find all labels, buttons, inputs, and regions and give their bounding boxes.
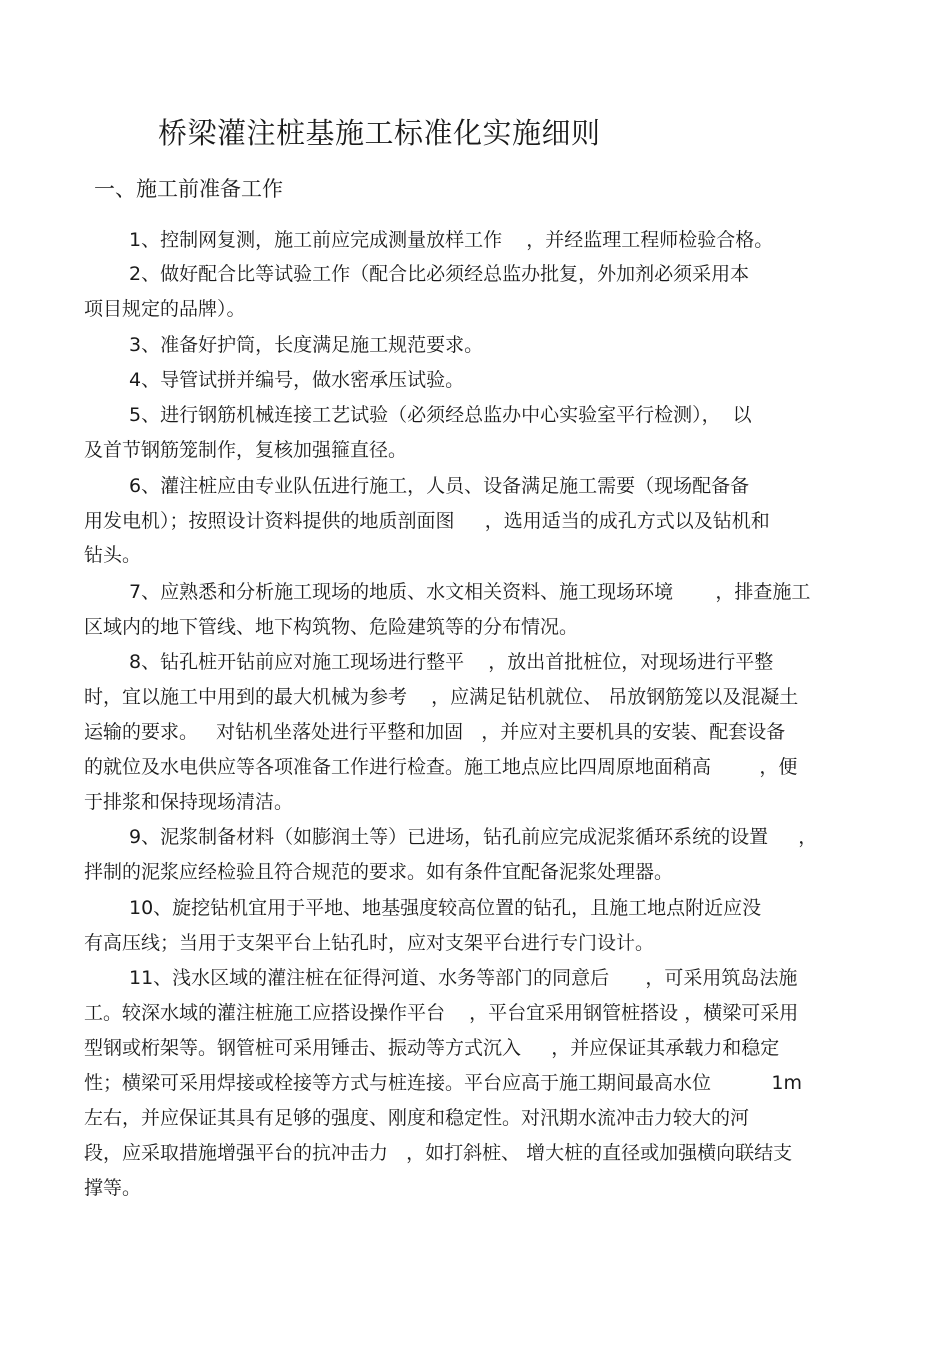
paragraph-line: 有高压线；当用于支架平台上钻孔时，应对支架平台进行专门设计。 — [84, 932, 655, 954]
paragraph-line: 3、准备好护筒，长度满足施工规范要求。 — [129, 334, 484, 356]
paragraph-line: 8、钻孔桩开钻前应对施工现场进行整平 ，放出首批桩位，对现场进行平整 — [129, 651, 774, 673]
paragraph-line: 用发电机）；按照设计资料提供的地质剖面图 ，选用适当的成孔方式以及钻机和 — [84, 510, 770, 532]
paragraph-line: 10、旋挖钻机宜用于平地、地基强度较高位置的钻孔，且施工地点附近应没 — [129, 897, 762, 919]
paragraph-line: 11、浅水区域的灌注桩在征得河道、水务等部门的同意后 ，可采用筑岛法施 — [129, 967, 798, 989]
paragraph-line: 钻头。 — [84, 544, 142, 566]
paragraph-line: 的就位及水电供应等各项准备工作进行检查。施工地点应比四周原地面稍高 ，便 — [84, 756, 798, 778]
paragraph-line: 型钢或桁架等。钢管桩可采用锤击、振动等方式沉入 ，并应保证其承载力和稳定 — [84, 1037, 780, 1059]
paragraph-line: 段，应采取措施增强平台的抗冲击力 ，如打斜桩、 增大桩的直径或加强横向联结支 — [84, 1142, 793, 1164]
paragraph-line: 项目规定的品牌）。 — [84, 298, 246, 320]
paragraph-line: 2、做好配合比等试验工作（配合比必须经总监办批复，外加剂必须采用本 — [129, 263, 750, 285]
paragraph-line: 撑等。 — [84, 1177, 142, 1199]
paragraph-line: 及首节钢筋笼制作，复核加强箍直径。 — [84, 439, 408, 461]
paragraph-line: 时，宜以施工中用到的最大机械为参考 ，应满足钻机就位、 吊放钢筋笼以及混凝土 — [84, 686, 799, 708]
paragraph-line: 工。较深水域的灌注桩施工应搭设操作平台 ，平台宜采用钢管桩搭设 ，横梁可采用 — [84, 1002, 799, 1024]
paragraph-line: 左右，并应保证其具有足够的强度、刚度和稳定性。对汛期水流冲击力较大的河 — [84, 1107, 750, 1129]
paragraph-line: 9、泥浆制备材料（如膨润土等）已进场，钻孔前应完成泥浆循环系统的设置 ， — [129, 826, 818, 848]
section-heading: 一、施工前准备工作 — [94, 177, 283, 201]
paragraph-line: 于排浆和保持现场清洁。 — [84, 791, 294, 813]
paragraph-line: 拌制的泥浆应经检验且符合规范的要求。如有条件宜配备泥浆处理器。 — [84, 861, 674, 883]
paragraph-line: 运输的要求。 对钻机坐落处进行平整和加固 ，并应对主要机具的安装、配套设备 — [84, 721, 786, 743]
paragraph-line: 1、控制网复测，施工前应完成测量放样工作 ，并经监理工程师检验合格。 — [129, 229, 774, 251]
paragraph-line: 5、进行钢筋机械连接工艺试验（必须经总监办中心实验室平行检测）， 以 — [129, 404, 752, 426]
document-title: 桥梁灌注桩基施工标准化实施细则 — [158, 116, 601, 150]
paragraph-line: 7、应熟悉和分析施工现场的地质、水文相关资料、施工现场环境 ，排查施工 — [129, 581, 811, 603]
paragraph-line: 性；横梁可采用焊接或栓接等方式与桩连接。平台应高于施工期间最高水位 1m — [84, 1072, 802, 1094]
paragraph-line: 区域内的地下管线、地下构筑物、危险建筑等的分布情况。 — [84, 616, 579, 638]
paragraph-line: 6、灌注桩应由专业队伍进行施工，人员、设备满足施工需要（现场配备备 — [129, 475, 750, 497]
paragraph-line: 4、导管试拼并编号，做水密承压试验。 — [129, 369, 465, 391]
